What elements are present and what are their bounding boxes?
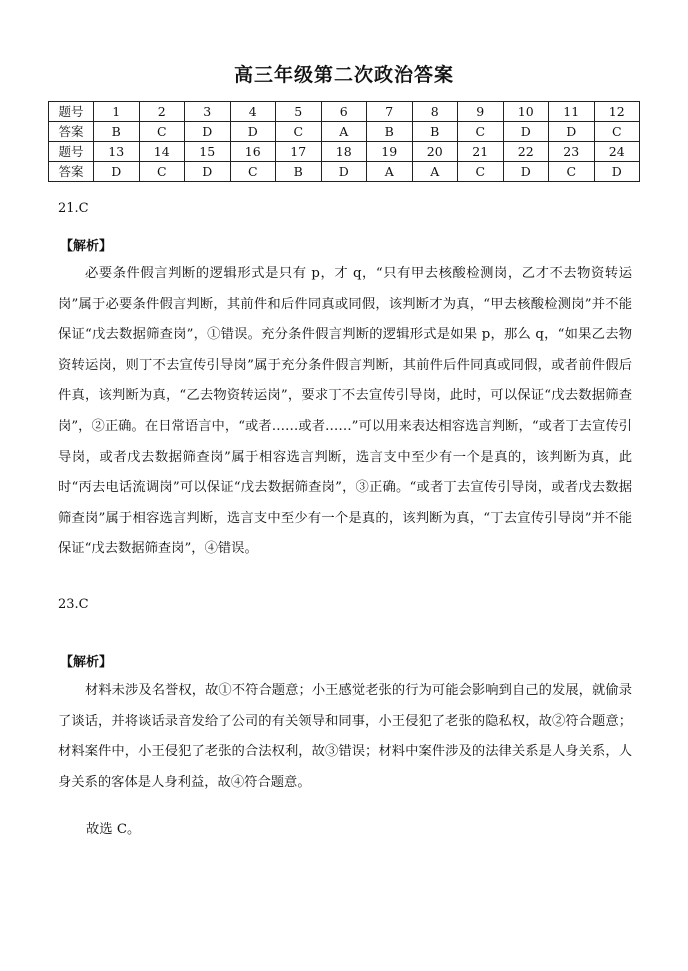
answer-table: [48, 101, 640, 182]
table-cell: 21: [458, 142, 504, 162]
table-cell: 18: [321, 142, 367, 162]
table-cell: 22: [503, 142, 549, 162]
table-cell: A: [367, 162, 413, 182]
table-cell: D: [230, 122, 276, 142]
row-header: 答案: [49, 162, 94, 182]
table-cell: 12: [594, 102, 640, 122]
question-23-conclusion: 故选 C。: [86, 822, 141, 837]
page-title: 高三年级第二次政治答案: [233, 64, 454, 86]
table-cell: C: [230, 162, 276, 182]
table-cell: 16: [230, 142, 276, 162]
table-cell: 24: [594, 142, 640, 162]
table-cell: 9: [458, 102, 504, 122]
table-cell: C: [139, 162, 185, 182]
table-cell: 7: [367, 102, 413, 122]
table-cell: D: [503, 162, 549, 182]
row-header: 答案: [49, 122, 94, 142]
table-row: [49, 162, 640, 182]
table-cell: A: [412, 162, 458, 182]
question-23-explanation: 材料未涉及名誉权，故①不符合题意；小王感觉老张的行为可能会影响到自己的发展，就偷录了谈话，并将谈话录音发给了公司的有关领导和同事，小王侵犯了老张的隐私权，故②符合题意；材料案件中，小王侵犯了老张的合法权利，故③错误；材料中案件涉及的法律关系是人身关系，人身关系的客体是人身利益，故④符合题意。: [58, 683, 632, 790]
table-cell: 15: [185, 142, 231, 162]
table-cell: 13: [94, 142, 140, 162]
table-cell: 19: [367, 142, 413, 162]
table-cell: B: [412, 122, 458, 142]
table-cell: D: [503, 122, 549, 142]
table-cell: D: [185, 162, 231, 182]
table-row: [49, 102, 640, 122]
table-row: [49, 122, 640, 142]
table-cell: 6: [321, 102, 367, 122]
question-21-analysis-tag: 【解析】: [60, 239, 113, 254]
table-cell: 2: [139, 102, 185, 122]
table-cell: 1: [94, 102, 140, 122]
table-cell: B: [276, 162, 322, 182]
table-cell: D: [94, 162, 140, 182]
table-cell: C: [276, 122, 322, 142]
table-cell: C: [549, 162, 595, 182]
question-21-explanation: 必要条件假言判断的逻辑形式是只有 p，才 q，“只有甲去核酸检测岗，乙才不去物资转运岗”属于必要条件假言判断，其前件和后件同真或同假，该判断才为真，“甲去核酸检测岗”并不能保证“戊去数据筛查岗”，①错误。充分条件假言判断的逻辑形式是如果 p，那么 q，“如果乙去物资转运岗，则丁不去宣传引导岗”属于充分条件假言判断，其前件后件同真或同假，或者前件假后件真，该判断为真，“乙去物资转运岗”，要求丁不去宣传引导岗，此时，可以保证“戊去数据筛查岗”，②正确。在日常语言中，“或者……或者……”可以用来表达相容选言判断，“或者丁去宣传引导岗，或者戊去数据筛查岗”属于相容选言判断，选言支中至少有一个是真的，该判断为真，此时“丙去电话流调岗”可以保证“戊去数据筛查岗”，③正确。“或者丁去宣传引导岗，或者戊去数据筛查岗”属于相容选言判断，选言支中至少有一个是真的，该判断为真，“丁去宣传引导岗”并不能保证“戊去数据筛查岗”，④错误。: [58, 266, 632, 557]
table-cell: D: [549, 122, 595, 142]
table-cell: 3: [185, 102, 231, 122]
table-cell: 17: [276, 142, 322, 162]
table-cell: 20: [412, 142, 458, 162]
table-cell: D: [185, 122, 231, 142]
table-cell: C: [594, 122, 640, 142]
row-header: 题号: [49, 142, 94, 162]
table-cell: 14: [139, 142, 185, 162]
question-23-analysis-tag: 【解析】: [60, 655, 113, 670]
table-cell: B: [367, 122, 413, 142]
table-cell: C: [139, 122, 185, 142]
table-cell: 23: [549, 142, 595, 162]
table-cell: B: [94, 122, 140, 142]
table-cell: C: [458, 122, 504, 142]
question-21-answer: 21.C: [58, 201, 89, 216]
table-cell: 10: [503, 102, 549, 122]
table-cell: 5: [276, 102, 322, 122]
table-cell: A: [321, 122, 367, 142]
table-cell: 8: [412, 102, 458, 122]
table-row: [49, 142, 640, 162]
table-cell: 11: [549, 102, 595, 122]
row-header: 题号: [49, 102, 94, 122]
question-23-answer: 23.C: [58, 597, 89, 612]
table-cell: C: [458, 162, 504, 182]
table-cell: D: [594, 162, 640, 182]
table-cell: 4: [230, 102, 276, 122]
table-cell: D: [321, 162, 367, 182]
